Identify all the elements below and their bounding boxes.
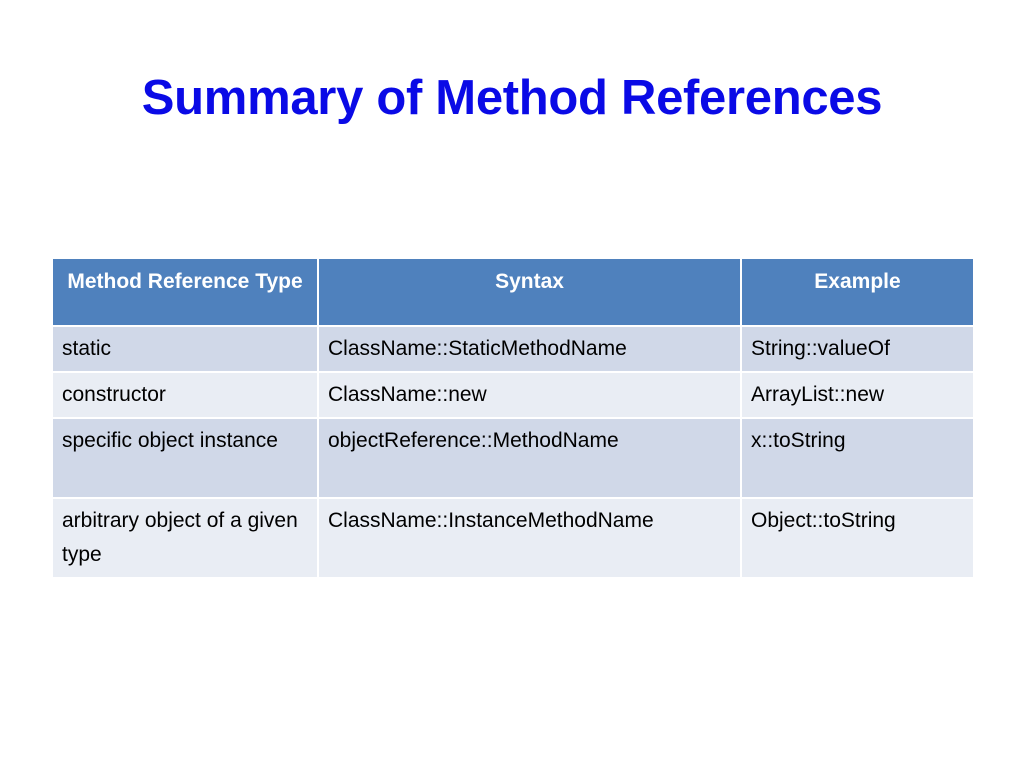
cell-example: x::toString xyxy=(741,418,974,498)
header-example: Example xyxy=(741,258,974,326)
method-references-table xyxy=(51,257,975,579)
cell-type: static xyxy=(52,326,318,372)
table-header-row xyxy=(52,258,974,326)
table-row xyxy=(52,326,974,372)
header-method-reference-type: Method Reference Type xyxy=(52,258,318,326)
cell-example: ArrayList::new xyxy=(741,372,974,418)
cell-syntax: ClassName::StaticMethodName xyxy=(318,326,741,372)
cell-type: arbitrary object of a given type xyxy=(52,498,318,578)
cell-example: Object::toString xyxy=(741,498,974,578)
cell-syntax: objectReference::MethodName xyxy=(318,418,741,498)
cell-syntax: ClassName::InstanceMethodName xyxy=(318,498,741,578)
header-syntax: Syntax xyxy=(318,258,741,326)
table-row xyxy=(52,418,974,498)
cell-example: String::valueOf xyxy=(741,326,974,372)
table-row xyxy=(52,498,974,578)
cell-type: specific object instance xyxy=(52,418,318,498)
table-row xyxy=(52,372,974,418)
slide-title: Summary of Method References xyxy=(141,71,883,125)
cell-type: constructor xyxy=(52,372,318,418)
cell-syntax: ClassName::new xyxy=(318,372,741,418)
